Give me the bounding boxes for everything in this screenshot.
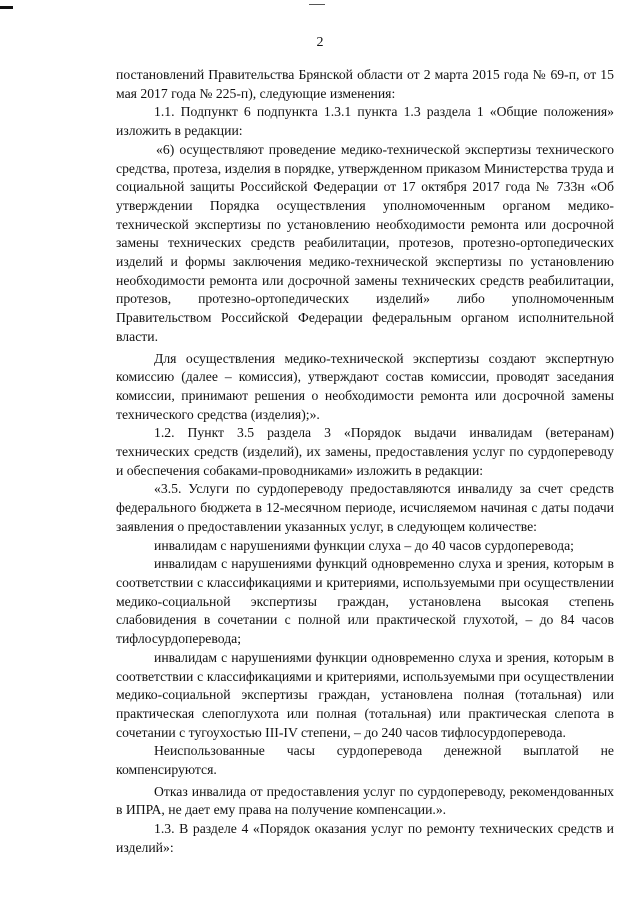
paragraph-unused-hours: Неиспользованные часы сурдоперевода денежной выплатой не компенсируются. — [116, 743, 614, 778]
document-body — [116, 66, 614, 858]
paragraph-item-3-5: «3.5. Услуги по сурдопереводу предоставляются инвалиду за счет средств федерального бюджета в 12-месячном периоде, исчисляемом начиная с даты подачи заявления о предоставлении указанных услуг, в следующем количестве: — [116, 481, 614, 534]
paragraph-hearing: инвалидам с нарушениями функции слуха – до 40 часов сурдоперевода; — [154, 537, 574, 553]
paragraph-hearing-vision-84: инвалидам с нарушениями функций одновременно слуха и зрения, которым в соответствии с классификациями и критериями, используемыми при осуществлении медико-социальной экспертизы граждан, установлена высокая степень слабовидения в сочетании с полной или практической глухотой, – до 84 часов тифлосурдоперевода; — [116, 556, 614, 647]
paragraph-item-1-2: 1.2. Пункт 3.5 раздела 3 «Порядок выдачи инвалидам (ветеранам) технических средств (изделий), их замены, предоставления услуг по сурдопереводу и обеспечения собаками-проводниками» изложить в редакции: — [116, 425, 614, 478]
paragraph-hearing-vision-240: инвалидам с нарушениями функции одновременно слуха и зрения, которым в соответствии с классификациями и критериями, используемыми при осуществлении медико-социальной экспертизы граждан, установлена полная (тотальная) или практическая слепоглухота или полная (тотальная) или практическая слепота в сочетании с тугоухостью III-IV степени, – до 240 часов тифлосурдоперевода. — [116, 649, 614, 740]
paragraph-commission: Для осуществления медико-технической экспертизы создают экспертную комиссию (далее – комиссия), утверждают состав комиссии, проводят заседания комиссии, принимают решения о необходимости ремонта или досрочной замены технического средства (изделия);». — [116, 350, 614, 422]
scan-artifact-mark — [0, 6, 13, 9]
paragraph-refusal: Отказ инвалида от предоставления услуг по сурдопереводу, рекомендованных в ИПРА, не дает ему права на получение компенсации.». — [116, 783, 614, 818]
paragraph-item-1-3: 1.3. В разделе 4 «Порядок оказания услуг по ремонту технических средств и изделий»: — [116, 821, 614, 855]
paragraph-subpoint-6: «6) осуществляют проведение медико-технической экспертизы технического средства, протеза, изделия в порядке, утвержденном приказом Министерства труда и социальной защиты Российской Федерации от 17 октября 2017 года № 733н «Об утверждении Порядка осуществления уполномоченным органом медико-технической экспертизы по установлению необходимости ремонта или досрочной замены технических средств реабилитации, протезов, протезно-ортопедических изделий и формы заключения медико-технической экспертизы по установлению необходимости ремонта или досрочной замены технических средств реабилитации, протезов, протезно-ортопедических изделий» либо уполномоченным Правительством Российской Федерации федеральным органом исполнительной власти. — [116, 141, 614, 344]
page-number: 2 — [316, 35, 324, 50]
paragraph-intro: постановлений Правительства Брянской области от 2 марта 2015 года № 69-п, от 15 мая 2017 года № 225-п), следующие изменения: — [116, 67, 614, 101]
scan-artifact-line — [309, 4, 325, 5]
paragraph-item-1-1: 1.1. Подпункт 6 подпункта 1.3.1 пункта 1.3 раздела 1 «Общие положения» изложить в редакции: — [116, 104, 614, 139]
